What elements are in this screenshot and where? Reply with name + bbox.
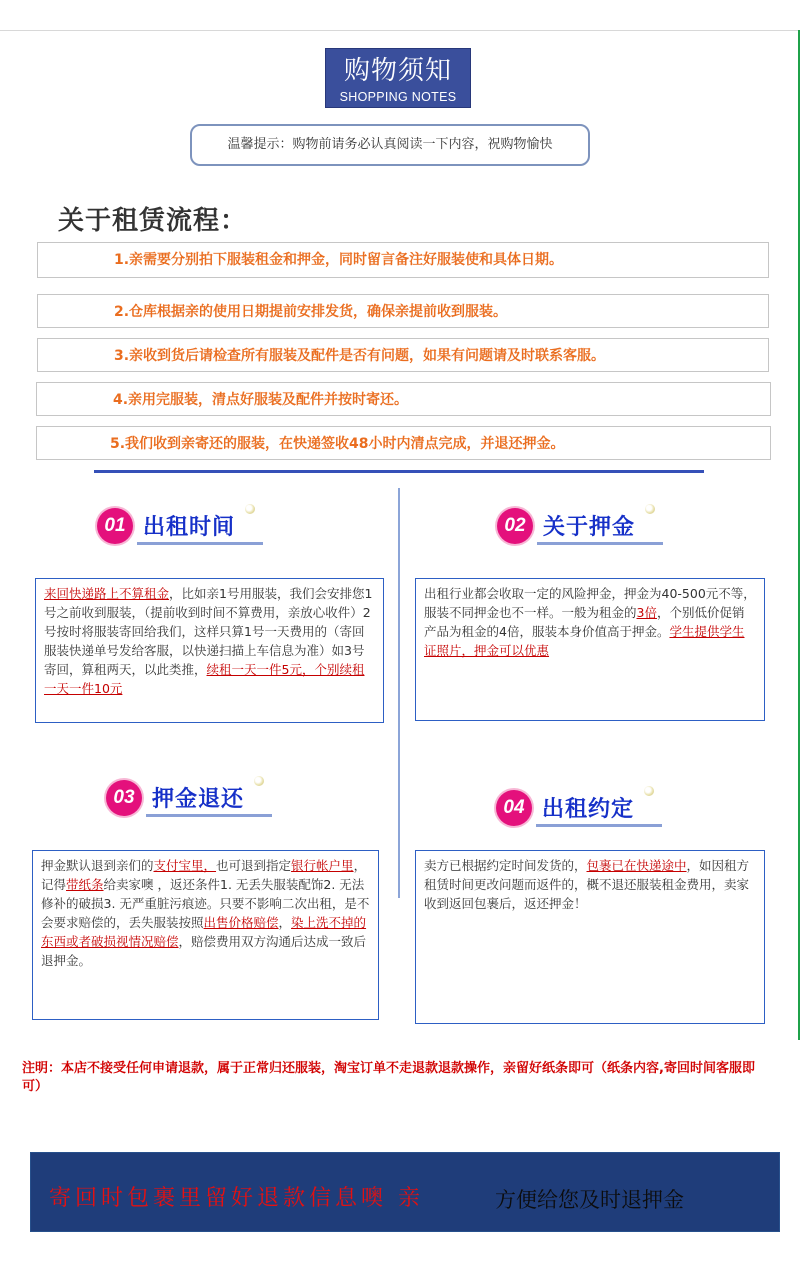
highlight-text: 续租一天一件5元，个别续租一天一件10元 (44, 662, 365, 696)
process-step-5: 5.我们收到亲寄还的服装，在快递签收48小时内清点完成，并退还押金。 (36, 426, 771, 460)
highlight-text: 包裹已在快递途中 (586, 858, 687, 873)
logo-title-en: SHOPPING NOTES (339, 90, 457, 104)
process-step-2: 2.仓库根据亲的使用日期提前安排发货，确保亲提前收到服装。 (37, 294, 769, 328)
number-badge-03: 03 (106, 780, 142, 816)
heading-rental-time (97, 508, 267, 548)
body-text: 卖方已根据约定时间发货的， (424, 858, 587, 873)
highlight-text: 来回快递路上不算租金 (44, 586, 170, 601)
heading-rental-agreement (496, 790, 666, 830)
deposit-content (415, 578, 765, 721)
body-text: ，个别低价促销产品为租金的4倍，服装本身价值高于押金。 (424, 605, 745, 639)
rental-agreement-content (415, 850, 765, 1024)
process-step-1: 1.亲需要分别拍下服装租金和押金，同时留言备注好服装使和具体日期。 (37, 242, 769, 278)
highlight-text: 支付宝里， (153, 858, 217, 873)
body-text: ，比如亲1号用服装，我们会安排您1号之前收到服装，（提前收到时间不算费用，亲放心收件）2号按时将服装寄回给我们，这样只算1号一天费用的（寄回服装快递单号发给客服，以快递扫描上车信息为准）如3号寄回，算租两天，以此类推， (44, 586, 373, 677)
sparkle-dot-icon (254, 776, 264, 786)
body-text: ， (278, 915, 292, 930)
process-step-4: 4.亲用完服装，清点好服装及配件并按时寄还。 (36, 382, 771, 416)
heading-underline (146, 814, 272, 817)
heading-underline (137, 542, 263, 545)
highlight-text: 染上洗不掉的东西或者破损视情况赔偿 (41, 915, 367, 949)
rental-process-title: 关于租赁流程： (58, 206, 248, 236)
highlight-text: 出售价格赔偿 (203, 915, 279, 930)
heading-deposit-text: 关于押金 (543, 515, 636, 540)
heading-underline (537, 542, 663, 545)
body-text: ，如因租方租赁时间更改问题而返件的，概不退还服装租金费用，卖家收到返回包裹后，返还押金！ (424, 858, 750, 911)
sparkle-dot-icon (644, 786, 654, 796)
body-text: ，记得 (41, 858, 367, 892)
highlight-text: 学生提供学生证照片，押金可以优惠 (424, 624, 745, 658)
heading-deposit (497, 508, 667, 548)
heading-deposit-refund-text: 押金退还 (152, 787, 245, 812)
section-divider (94, 470, 704, 473)
banner-black-text: 方便给您及时退押金 (495, 1188, 684, 1212)
refund-notice: 注明：本店不接受任何申请退款，属于正常归还服装，淘宝订单不走退款退款操作，亲留好纸条即可（纸条内容,寄回时间客服即可） (22, 1061, 755, 1094)
top-separator (0, 30, 800, 31)
heading-rental-time-text: 出租时间 (143, 515, 236, 540)
rental-time-content (35, 578, 384, 723)
highlight-text: 银行帐户里 (291, 858, 354, 873)
logo-title-zh: 购物须知 (343, 56, 452, 86)
bottom-banner (30, 1152, 780, 1232)
sparkle-dot-icon (645, 504, 655, 514)
banner-red-text: 寄回时包裹里留好退款信息噢 亲 (49, 1186, 424, 1211)
highlight-text: 带纸条 (66, 877, 104, 892)
highlight-text: 3倍 (636, 605, 657, 620)
warm-tip-box: 温馨提示：购物前请务必认真阅读一下内容，祝购物愉快 (190, 124, 590, 166)
body-text: 也可退到指定 (216, 858, 292, 873)
heading-deposit-refund (106, 780, 276, 820)
shopping-notes-logo (325, 48, 471, 108)
number-badge-04: 04 (496, 790, 532, 826)
heading-underline (536, 824, 662, 827)
column-divider (398, 488, 400, 898)
number-badge-01: 01 (97, 508, 133, 544)
number-badge-02: 02 (497, 508, 533, 544)
body-text: 出租行业都会收取一定的风险押金，押金为40-500元不等，服装不同押金也不一样。一般为租金的 (424, 586, 756, 620)
body-text: 给卖家噢 ，返还条件1. 无丢失服装配饰2. 无法修补的破损3. 无严重脏污痕迹。只要不影响二次出租，是不会要求赔偿的，丢失服装按照 (41, 877, 370, 930)
deposit-refund-content (32, 850, 379, 1020)
process-step-3: 3.亲收到货后请检查所有服装及配件是否有问题，如果有问题请及时联系客服。 (37, 338, 769, 372)
right-edge-rule (798, 30, 800, 1040)
body-text: 押金默认退到亲们的 (41, 858, 154, 873)
heading-rental-agreement-text: 出租约定 (542, 797, 635, 822)
sparkle-dot-icon (245, 504, 255, 514)
body-text: ，赔偿费用双方沟通后达成一致后退押金。 (41, 934, 367, 968)
